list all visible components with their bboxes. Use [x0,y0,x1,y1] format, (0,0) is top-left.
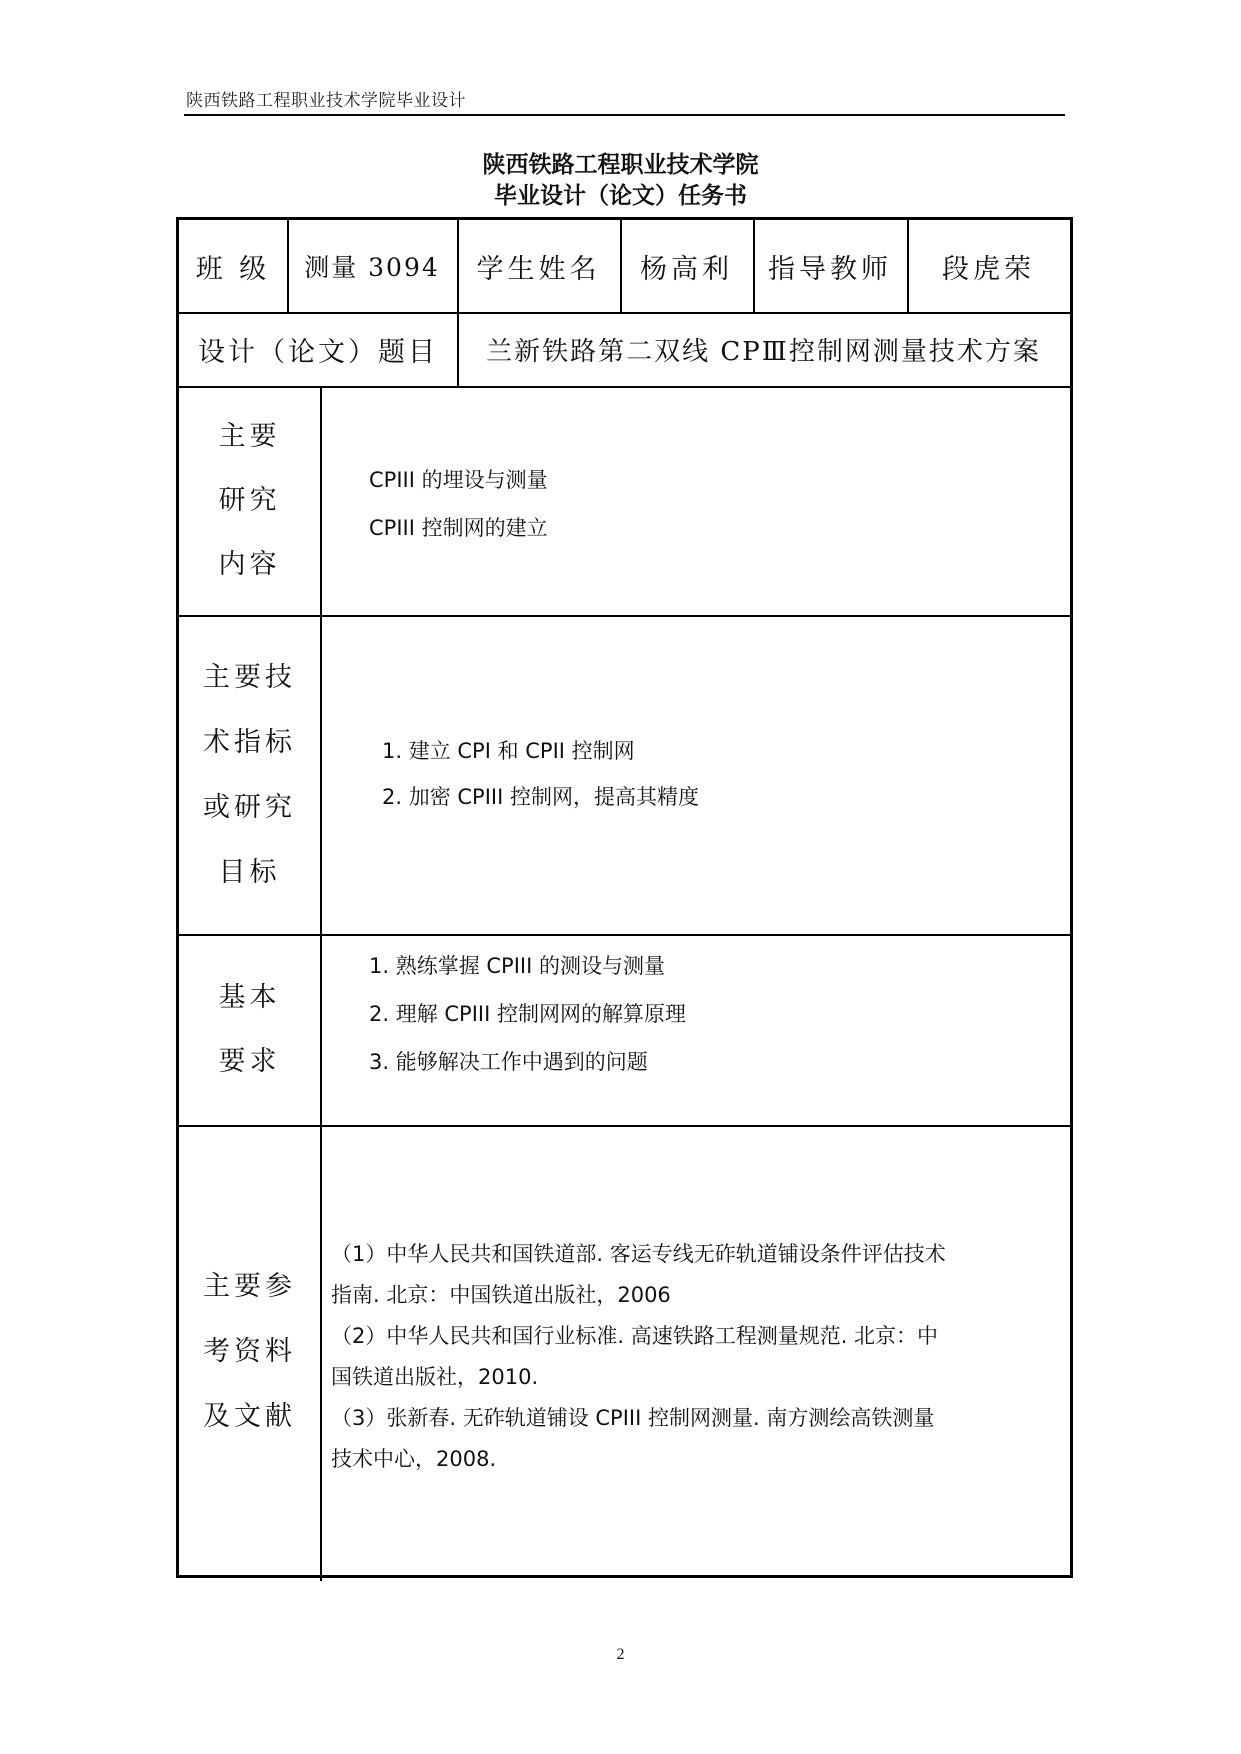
topic-label: 设计（论文）题目 [198,336,438,368]
reference-line: 指南. 北京：中国铁道出版社，2006 [331,1283,671,1307]
tech-label-line: 或研究 [203,791,296,823]
student-name-value: 杨高利 [640,253,733,285]
title-line-2: 毕业设计（论文）任务书 [494,183,747,209]
class-value: 测量 3094 [304,253,440,282]
label-col-divider [320,386,322,1581]
requirement-item: 1. 熟练掌握 CPIII 的测设与测量 [369,954,665,978]
header-rule [184,114,1065,116]
tech-target-item: 2. 加密 CPIII 控制网，提高其精度 [382,785,699,809]
requirements-label [179,934,320,1125]
tech-targets-label [179,615,320,934]
topic-value: 兰新铁路第二双线 CPⅢ控制网测量技术方案 [486,336,1041,367]
requirements-label-line: 基本 [218,981,281,1013]
research-label-line: 主要 [218,420,281,452]
tech-targets-list [382,728,699,820]
requirements-list [369,942,686,1086]
references-label [179,1125,320,1578]
research-item: CPIII 控制网的建立 [369,516,548,540]
title-block [0,150,1241,212]
reference-line: （3）张新春. 无砟轨道铺设 CPIII 控制网测量. 南方测绘高铁测量 [331,1406,935,1430]
tech-label-line: 主要技 [203,661,296,693]
advisor-label: 指导教师 [768,253,892,285]
task-form-table [176,217,1073,1578]
title-line-1: 陕西铁路工程职业技术学院 [482,152,759,178]
requirement-item: 3. 能够解决工作中遇到的问题 [369,1050,648,1074]
requirements-label-line: 要求 [218,1045,281,1077]
reference-line: （2）中华人民共和国行业标准. 高速铁路工程测量规范. 北京：中 [331,1324,939,1348]
tech-label-line: 术指标 [203,726,296,758]
tech-target-item: 1. 建立 CPI 和 CPII 控制网 [382,739,635,763]
running-header: 陕西铁路工程职业技术学院毕业设计 [186,91,466,111]
page-number: 2 [616,1646,625,1663]
reference-line: 国铁道出版社，2010. [331,1365,539,1389]
research-label-line: 研究 [218,484,281,516]
references-label-line: 考资料 [203,1336,296,1367]
requirement-item: 2. 理解 CPIII 控制网网的解算原理 [369,1002,686,1026]
research-item: CPIII 的埋设与测量 [369,468,548,492]
research-label-line: 内容 [218,548,281,580]
references-label-line: 及文献 [203,1401,296,1432]
student-name-label: 学生姓名 [476,253,601,285]
references-list [331,1234,946,1480]
references-label-line: 主要参 [203,1271,296,1302]
reference-line: 技术中心，2008. [331,1447,497,1471]
tech-label-line: 目标 [218,856,281,888]
reference-line: （1）中华人民共和国铁道部. 客运专线无砟轨道铺设条件评估技术 [331,1242,946,1266]
research-content-label [179,386,320,615]
advisor-value: 段虎荣 [942,253,1035,285]
class-label: 班 级 [195,253,271,285]
research-content-list [369,456,548,552]
